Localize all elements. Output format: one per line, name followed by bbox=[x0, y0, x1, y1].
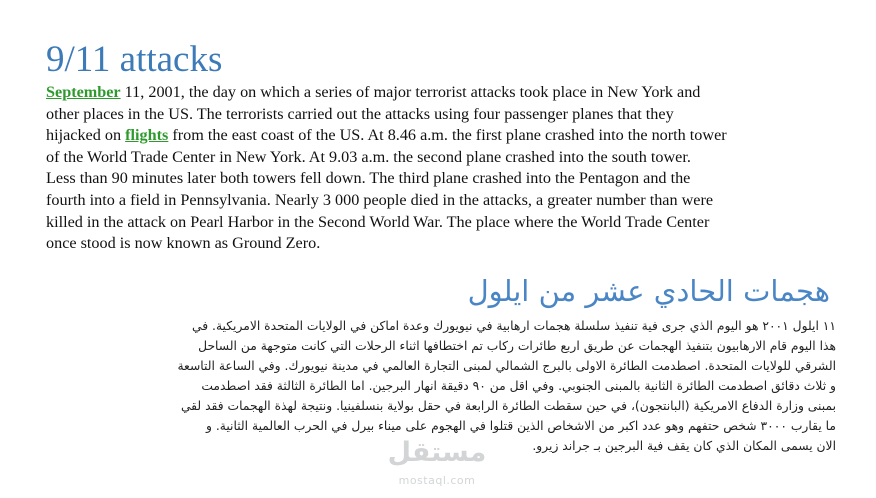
english-line: Less than 90 minutes later both towers fell down. The third plane crashed into the Pentagon and the bbox=[46, 169, 691, 188]
arabic-line: ١١ ايلول ٢٠٠١ هو اليوم الذي جرى فية تنفيذ سلسلة هجمات ارهابية في نيويورك وعدة اماكن في الولايات المتحدة الامريكية. في bbox=[192, 319, 836, 333]
english-line-text: hijacked on bbox=[46, 126, 126, 145]
watermark-logo-text: مستقل bbox=[387, 437, 487, 468]
english-line bbox=[46, 125, 836, 147]
arabic-line: و ثلاث دقائق اصطدمت الطائرة الثانية بالمبنى الجنوبي. وفي اقل من ٩٠ دقيقة انهار البرجين. اما الطائرة الثالثة فقد اصطدمت bbox=[201, 379, 836, 393]
english-line-text: from the east coast of the US. At 8.46 a.m. the first plane crashed into the north tower bbox=[168, 126, 727, 145]
arabic-line: بمبنى وزارة الدفاع الامريكية (البانتجون)، في حين سقطت الطائرة الرابعة في حقل بولاية بنسلفينيا. ونتيجة لهذة الهجمات فقد لقي bbox=[180, 399, 836, 413]
english-line bbox=[46, 82, 836, 104]
english-line: killed in the attack on Pearl Harbor in the Second World War. The place where the World Trade Center bbox=[46, 212, 710, 231]
english-line: other places in the US. The terrorists carried out the attacks using four passenger planes that they bbox=[46, 104, 674, 123]
arabic-line: ما يقارب ٣٠٠٠ شخص حتفهم وهو عدد اكبر من الاشخاص الذين قتلوا في الهجوم على ميناء بيرل في الحرب العالمية الثانية. و bbox=[205, 419, 836, 433]
arabic-paragraph bbox=[36, 316, 836, 456]
english-line: fourth into a field in Pennsylvania. Nearly 3 000 people died in the attacks, a greater number than were bbox=[46, 190, 714, 209]
english-line-text: 11, 2001, the day on which a series of major terrorist attacks took place in New York and bbox=[120, 83, 701, 101]
english-title: 9/11 attacks bbox=[46, 39, 223, 80]
arabic-title: هجمات الحادي عشر من ايلول bbox=[467, 274, 830, 308]
english-line: of the World Trade Center in New York. At 9.03 a.m. the second plane crashed into the south tower. bbox=[46, 147, 691, 166]
english-line: once stood is now known as Ground Zero. bbox=[46, 234, 321, 253]
flights-link[interactable]: flights bbox=[125, 126, 169, 145]
september-link[interactable]: September bbox=[46, 83, 121, 101]
arabic-line: الشرقي للولايات المتحدة. اصطدمت الطائرة الاولى بالبرج الشمالي لمبنى التجارة العالمي في مدينة نيويورك. وفي الساعة التاسعة bbox=[177, 359, 836, 373]
english-paragraph bbox=[46, 82, 836, 255]
watermark-url: mostaql.com bbox=[398, 474, 476, 487]
arabic-line: هذا اليوم قام الارهابيون بتنفيذ الهجمات عن طريق اربع طائرات ركاب تم اختطافها اثناء الرحلات التي كانت متوجهة من الساحل bbox=[198, 339, 836, 353]
arabic-line: الان يسمى المكان الذي كان يقف فية البرجين بـ جراند زيرو. bbox=[532, 439, 836, 453]
